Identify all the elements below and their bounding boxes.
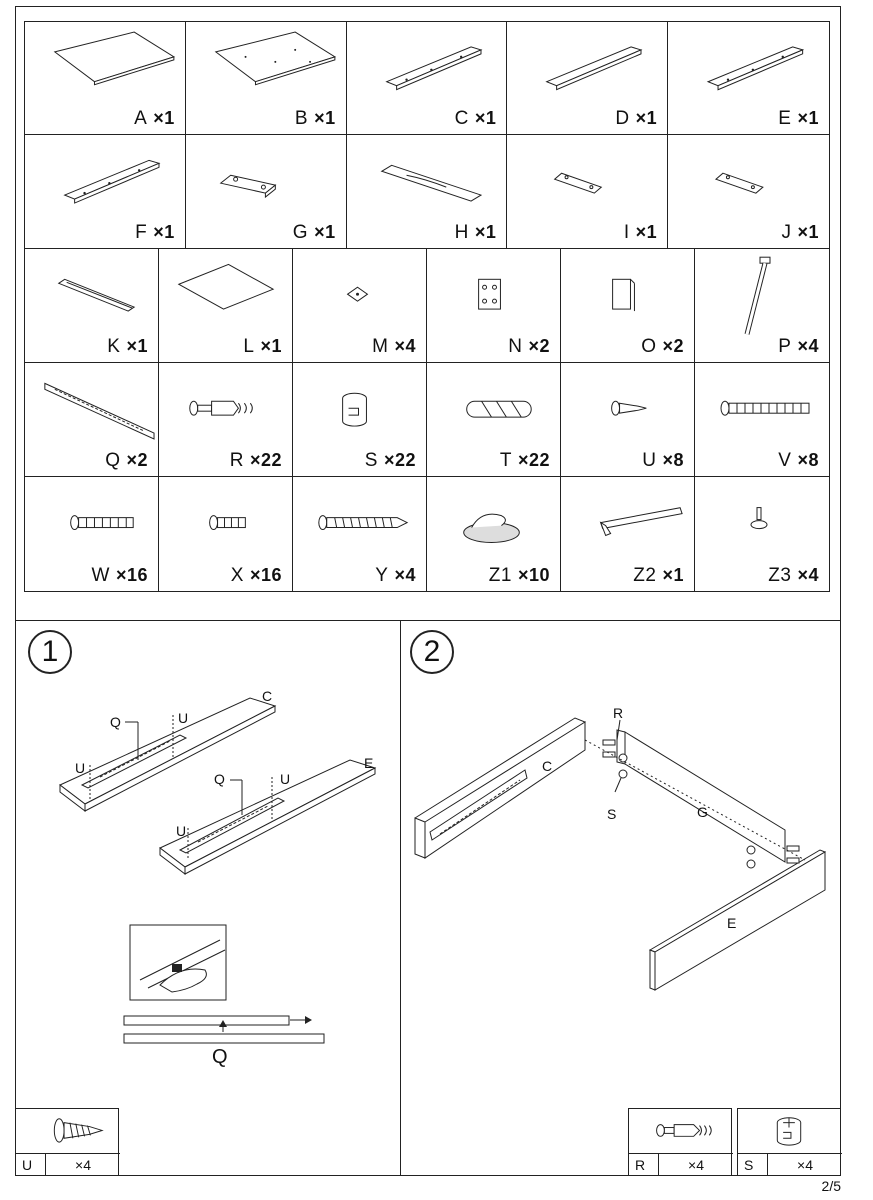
part-quantity: ×10	[517, 565, 550, 585]
parts-row	[25, 249, 829, 363]
part-letter: G	[292, 222, 309, 243]
part-letter: D	[615, 108, 630, 129]
step-1-label-screw-u1: U	[178, 710, 189, 726]
part-label	[372, 336, 416, 358]
part-quantity: ×8	[662, 450, 684, 470]
step-1-hardware-letter: U	[16, 1153, 46, 1175]
part-quantity: ×4	[797, 565, 819, 585]
step-1-label-slide-q2: Q	[214, 771, 225, 787]
bracket-block-icon	[427, 249, 560, 339]
part-cell-u	[561, 363, 695, 476]
step-2-label-bolt-r: R	[613, 705, 624, 721]
cam-lock-icon	[293, 363, 426, 453]
part-letter: Z1	[488, 565, 512, 586]
part-label	[134, 108, 175, 130]
part-letter: I	[623, 222, 630, 243]
part-letter: M	[372, 336, 389, 357]
part-cell-d	[507, 22, 668, 134]
cutout-board-icon	[347, 135, 507, 225]
part-label	[778, 108, 819, 130]
part-cell-g	[186, 135, 347, 248]
part-letter: Q	[105, 450, 121, 471]
step-1-label-board-e: E	[364, 755, 374, 771]
part-cell-p	[695, 249, 829, 362]
part-label	[781, 222, 819, 244]
long-bolt-icon	[695, 363, 829, 453]
part-quantity: ×4	[394, 336, 416, 356]
part-letter: E	[778, 108, 792, 129]
part-letter: P	[778, 336, 792, 357]
part-letter: U	[642, 450, 657, 471]
parts-table	[24, 21, 830, 592]
part-quantity: ×1	[260, 336, 282, 356]
page-number: 2/5	[821, 1178, 841, 1194]
part-label	[778, 336, 819, 358]
felt-pad-icon	[427, 477, 560, 568]
part-letter: R	[229, 450, 244, 471]
part-letter: T	[499, 450, 512, 471]
part-label	[508, 336, 550, 358]
machine-screw-icon	[25, 477, 158, 568]
part-label	[243, 336, 282, 358]
long-board-holes-icon	[25, 135, 185, 225]
part-label	[615, 108, 657, 130]
parts-row	[25, 22, 829, 135]
part-cell-x	[159, 477, 293, 591]
part-cell-h	[347, 135, 508, 248]
part-cell-z1	[427, 477, 561, 591]
part-letter: K	[107, 336, 121, 357]
cam-lock-icon	[738, 1109, 840, 1154]
part-letter: C	[454, 108, 469, 129]
step-2-label-cam-s: S	[607, 806, 617, 822]
part-label	[231, 565, 282, 587]
step-2-hardware-qty-r: ×4	[659, 1153, 733, 1175]
long-wood-screw-icon	[293, 477, 426, 568]
part-letter: N	[508, 336, 523, 357]
part-cell-m	[293, 249, 427, 362]
part-letter: H	[454, 222, 469, 243]
large-panel-holes-icon	[186, 22, 346, 112]
short-screw-icon	[561, 363, 694, 453]
cam-bolt-icon	[629, 1109, 731, 1154]
parts-row	[25, 477, 829, 591]
part-cell-n	[427, 249, 561, 362]
long-board-icon	[507, 22, 667, 112]
steps-divider	[15, 620, 841, 621]
corner-block-icon	[561, 249, 694, 339]
small-board-icon	[668, 135, 829, 225]
step-1-hardware-box	[15, 1108, 119, 1176]
step-1-label-slide-q1: Q	[110, 714, 121, 730]
part-cell-k	[25, 249, 159, 362]
part-label	[641, 336, 684, 358]
part-quantity: ×4	[394, 565, 416, 585]
step-2-number: 2	[410, 630, 454, 674]
part-label	[230, 450, 282, 472]
part-label	[768, 565, 819, 587]
step-1-label-screw-u4: U	[176, 823, 187, 839]
part-cell-v	[695, 363, 829, 476]
part-label	[365, 450, 416, 472]
part-letter: X	[230, 565, 244, 586]
part-label	[500, 450, 550, 472]
part-letter: J	[781, 222, 792, 243]
part-letter: L	[243, 336, 255, 357]
part-cell-c	[347, 22, 508, 134]
step-2-hardware-box-r	[628, 1108, 732, 1176]
long-board-holes-icon	[668, 22, 829, 112]
short-machine-screw-icon	[159, 477, 292, 568]
part-quantity: ×1	[797, 108, 819, 128]
part-cell-l	[159, 249, 293, 362]
part-quantity: ×22	[249, 450, 282, 470]
grooved-strip-icon	[25, 249, 158, 339]
part-quantity: ×1	[153, 222, 175, 242]
part-letter: Y	[375, 565, 389, 586]
part-cell-y	[293, 477, 427, 591]
part-quantity: ×4	[797, 336, 819, 356]
part-quantity: ×1	[797, 222, 819, 242]
step-2-label-board-g: G	[697, 804, 708, 820]
part-label	[455, 222, 497, 244]
leveling-foot-icon	[695, 477, 829, 568]
part-quantity: ×2	[126, 450, 148, 470]
step-2-illustration	[405, 690, 835, 1010]
part-cell-b	[186, 22, 347, 134]
part-quantity: ×1	[126, 336, 148, 356]
large-panel-icon	[25, 22, 185, 112]
part-letter: V	[778, 450, 792, 471]
part-letter: Z3	[768, 565, 792, 586]
part-letter: O	[641, 336, 657, 357]
step-2-hardware-letter-r: R	[629, 1153, 659, 1175]
part-cell-t	[427, 363, 561, 476]
part-letter: B	[294, 108, 309, 129]
square-plate-icon	[293, 249, 426, 339]
part-cell-f	[25, 135, 186, 248]
part-cell-e	[668, 22, 829, 134]
step-2-hardware-qty-s: ×4	[768, 1153, 842, 1175]
part-label	[642, 450, 684, 472]
leg-pin-icon	[695, 249, 829, 339]
step-1-illustration	[20, 680, 390, 1080]
part-quantity: ×22	[383, 450, 416, 470]
part-quantity: ×2	[528, 336, 550, 356]
part-quantity: ×1	[635, 108, 658, 128]
short-board-holes-icon	[186, 135, 346, 225]
part-letter: Z2	[633, 565, 657, 586]
step-1-number: 1	[28, 630, 72, 674]
part-cell-s	[293, 363, 427, 476]
drawer-slide-icon	[25, 363, 158, 453]
step-2-label-board-e: E	[727, 915, 737, 931]
part-label	[92, 565, 148, 587]
part-cell-z3	[695, 477, 829, 591]
part-quantity: ×1	[662, 565, 684, 585]
part-quantity: ×1	[314, 108, 336, 128]
step-1-label-screw-u2: U	[75, 760, 86, 776]
parts-row	[25, 135, 829, 249]
step-1-label-slide-detail: Q	[212, 1046, 228, 1068]
allen-key-icon	[561, 477, 694, 568]
part-quantity: ×1	[314, 222, 336, 242]
part-quantity: ×1	[153, 108, 175, 128]
part-label	[295, 108, 336, 130]
parts-row	[25, 363, 829, 477]
short-screw-icon	[16, 1109, 118, 1154]
part-label	[105, 450, 148, 472]
part-cell-i	[507, 135, 668, 248]
part-label	[624, 222, 657, 244]
part-label	[107, 336, 148, 358]
step-2-label-board-c: C	[542, 758, 553, 774]
step-1-label-board-c: C	[262, 688, 273, 704]
part-cell-z2	[561, 477, 695, 591]
steps-split	[400, 620, 401, 1176]
part-cell-j	[668, 135, 829, 248]
part-letter: W	[91, 565, 110, 586]
part-label	[375, 565, 416, 587]
part-label	[633, 565, 684, 587]
part-cell-o	[561, 249, 695, 362]
step-2-hardware-box-s	[737, 1108, 841, 1176]
part-letter: S	[364, 450, 378, 471]
part-cell-w	[25, 477, 159, 591]
cam-bolt-icon	[159, 363, 292, 453]
part-label	[489, 565, 550, 587]
part-quantity: ×1	[474, 108, 497, 128]
part-cell-a	[25, 22, 186, 134]
part-letter: A	[134, 108, 148, 129]
part-quantity: ×1	[635, 222, 658, 242]
part-cell-r	[159, 363, 293, 476]
part-label	[135, 222, 175, 244]
part-quantity: ×1	[474, 222, 497, 242]
step-1-label-screw-u3: U	[280, 771, 291, 787]
part-quantity: ×2	[662, 336, 684, 356]
thin-panel-icon	[159, 249, 292, 339]
part-label	[455, 108, 497, 130]
part-quantity: ×16	[115, 565, 148, 585]
wood-dowel-icon	[427, 363, 560, 453]
part-label	[778, 450, 819, 472]
small-board-icon	[507, 135, 667, 225]
part-quantity: ×8	[797, 450, 819, 470]
part-cell-q	[25, 363, 159, 476]
part-label	[293, 222, 336, 244]
part-letter: F	[135, 222, 148, 243]
part-quantity: ×16	[249, 565, 282, 585]
long-board-holes-icon	[347, 22, 507, 112]
step-2-hardware-letter-s: S	[738, 1153, 768, 1175]
step-1-hardware-qty: ×4	[46, 1153, 120, 1175]
part-quantity: ×22	[517, 450, 550, 470]
